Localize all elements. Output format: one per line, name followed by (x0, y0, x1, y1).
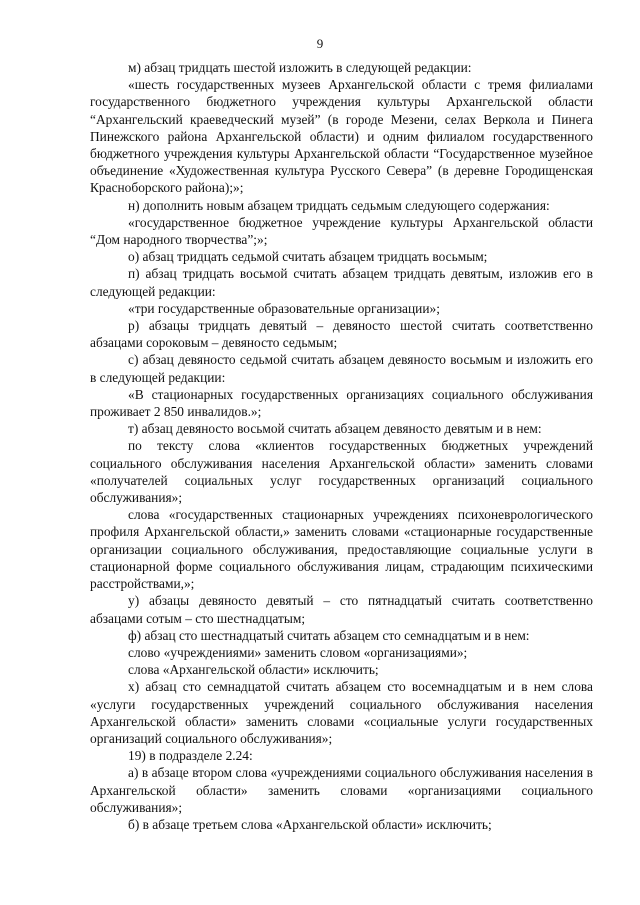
paragraph: «три государственные образовательные организации»; (128, 300, 440, 316)
paragraph: н) дополнить новым абзацем тридцать седьмым следующего содержания: (128, 197, 550, 213)
paragraph: п) абзац тридцать восьмой считать абзацем тридцать девятым, изложив его в следующей редакции: (90, 266, 593, 299)
paragraph: слова «Архангельской области» исключить; (128, 662, 379, 678)
paragraph: о) абзац тридцать седьмой считать абзацем тридцать восьмым; (128, 249, 488, 265)
paragraph: «В стационарных государственных организациях социального обслуживания проживает 2 850 инвалидов.»; (90, 386, 593, 420)
paragraph: «государственное бюджетное учреждение культуры Архангельской области “Дом народного творчества”;»; (90, 214, 593, 248)
paragraph: слово «учреждениями» заменить словом «организациями»; (128, 644, 468, 660)
paragraph: а) в абзаце втором слова «учреждениями социального обслуживания населения в Архангельской области» заменить словами «организациями социального обслуживания»; (90, 765, 593, 815)
paragraph: с) абзац девяносто седьмой считать абзацем девяносто восьмым и изложить его в следующей редакции: (90, 352, 593, 385)
document-body (90, 59, 593, 833)
paragraph: р) абзацы тридцать девятый – девяносто шестой считать соответственно абзацами сороковым – девяносто седьмым; (90, 318, 593, 351)
paragraph: т) абзац девяносто восьмой считать абзацем девяносто девятым и в нем: (128, 421, 542, 437)
paragraph: ф) абзац сто шестнадцатый считать абзацем сто семнадцатым и в нем: (128, 627, 530, 643)
paragraph: 19) в подразделе 2.24: (128, 748, 253, 764)
paragraph: у) абзацы девяносто девятый – сто пятнадцатый считать соответственно абзацами сотым – сто шестнадцатым; (90, 593, 593, 626)
paragraph: «шесть государственных музеев Архангельской области с тремя филиалами государственного бюджетного учреждения культуры Архангельской области “Архангельский краеведческий музей” (в городе Мезени, селах Веркола и Пинега Пинежского района Архангельской области) и одним филиалом государственного бюджетного учреждения культуры Архангельской области “Государственное музейное объединение «Художественная культура Русского Севера” (в деревне Городищенская Красноборского района);»; (90, 77, 593, 196)
paragraph: слова «государственных стационарных учреждениях психоневрологического профиля Архангельской области,» заменить словами «стационарные государственные организации социального обслуживания, предоставляющие социальные услуги в стационарной форме социального обслуживания лицам, страдающим психическими расстройствами,»; (90, 507, 593, 592)
paragraph: по тексту слова «клиентов государственных бюджетных учреждений социального обслуживания населения Архангельской области» заменить словами «получателей социальных услуг государственных организаций социального обслуживания»; (90, 438, 593, 506)
paragraph: б) в абзаце третьем слова «Архангельской области» исключить; (128, 816, 492, 832)
paragraph: х) абзац сто семнадцатой считать абзацем сто восемнадцатым и в нем слова «услуги государственных учреждений социального обслуживания населения Архангельской области» заменить словами «социальные услуги государственных организаций социального обслуживания»; (90, 679, 593, 746)
page-number: 9 (316, 36, 324, 51)
paragraph: м) абзац тридцать шестой изложить в следующей редакции: (128, 60, 472, 75)
